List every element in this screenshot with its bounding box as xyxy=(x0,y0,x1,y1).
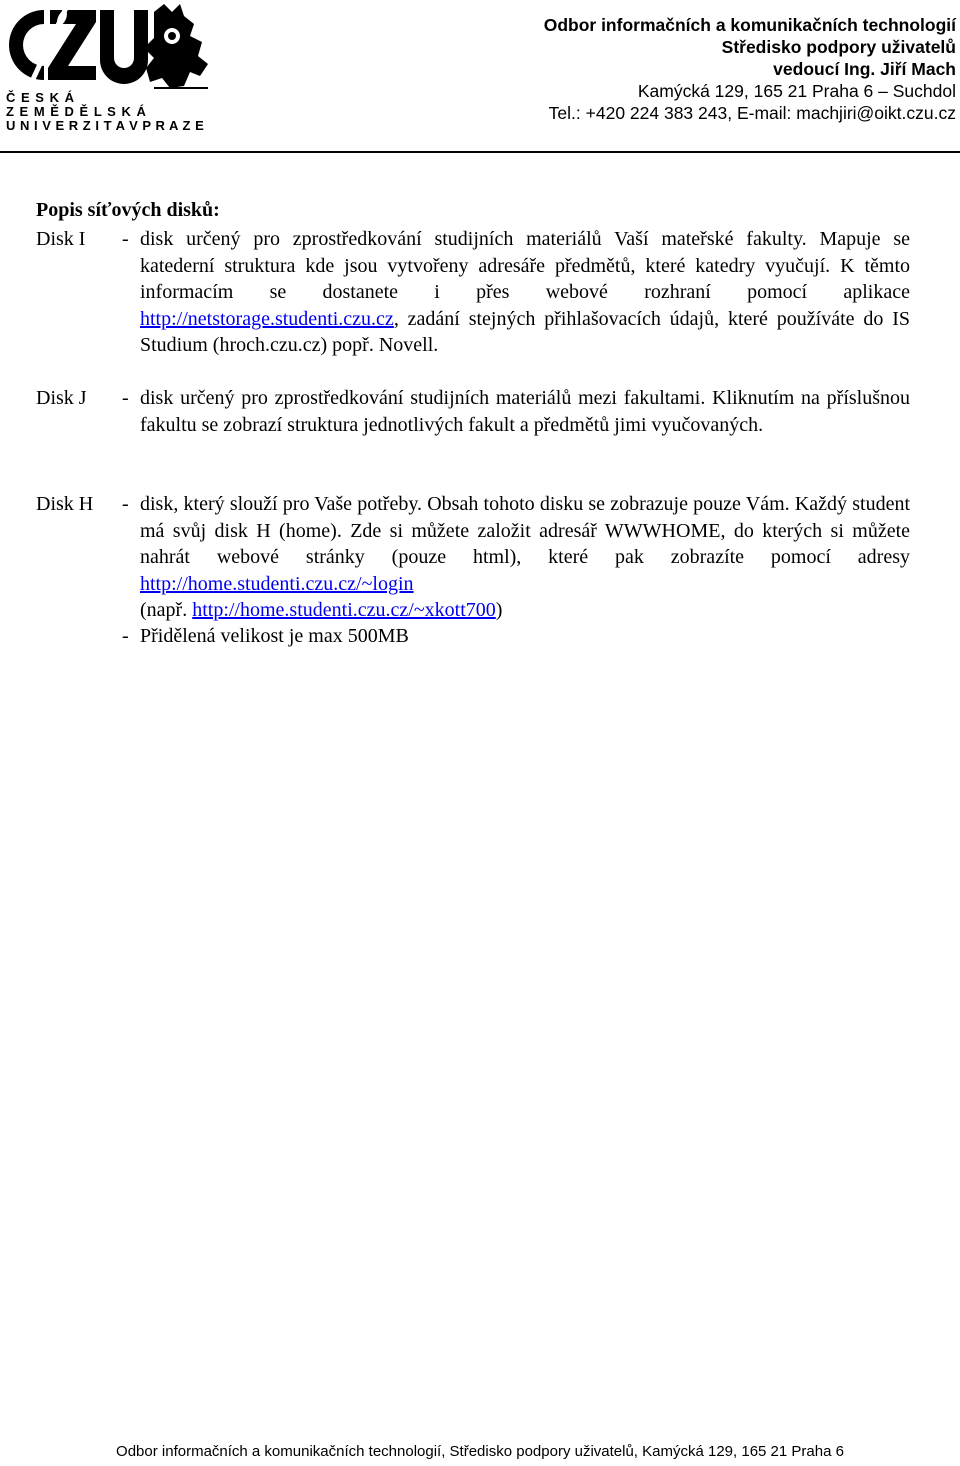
header-divider xyxy=(0,151,960,153)
header-contact xyxy=(544,14,956,124)
disk-j-dash: - xyxy=(122,387,129,409)
disk-h-text: disk, který slouží pro Vaše potřeby. Obsah tohoto disku se zobrazuje pouze Vám. Každý student má svůj disk H (home). Zde si můžete založit adresář WWWHOME, do kterých si můžete nahrát webové stránky (pouze html), které pak zobrazíte pomocí adresy xyxy=(140,493,910,568)
header-phone-email: Tel.: +420 224 383 243, E-mail: machjiri@oikt.czu.cz xyxy=(548,103,956,123)
disk-h-description xyxy=(140,491,910,624)
disk-i-section xyxy=(36,226,910,356)
header-department: Odbor informačních a komunikačních technologií xyxy=(543,15,956,35)
disk-h-dash2: - xyxy=(122,625,129,647)
logo-line2: Z E M Ě D Ě L S K Á xyxy=(6,104,147,119)
disk-j-section xyxy=(36,385,910,465)
czu-logo xyxy=(4,2,214,134)
home-example-link[interactable]: http://home.studenti.czu.cz/~xkott700 xyxy=(192,599,496,621)
disk-i-label: Disk I xyxy=(36,228,86,250)
disk-i-dash: - xyxy=(122,228,129,250)
disk-h-example-prefix: (např. xyxy=(140,599,193,621)
disk-i-text: disk určený pro zprostředkování studijních materiálů Vaší mateřské fakulty. Mapuje se katederní struktura kde jsou vytvořeny adresáře předmětů, které katedry vyučují. K těmto informacím se dostanete i přes webové rozhraní pomocí aplikace xyxy=(140,228,910,303)
czu-logo-mark xyxy=(4,2,214,134)
netstorage-link[interactable]: http://netstorage.studenti.czu.cz xyxy=(140,307,394,330)
home-login-link[interactable]: http://home.studenti.czu.cz/~login xyxy=(140,572,414,595)
disk-j-description: disk určený pro zprostředkování studijních materiálů mezi fakultami. Kliknutím na příslušnou fakultu se zobrazí struktura jednotlivých fakult a předmětů jimi vyučovaných. xyxy=(140,387,910,436)
disk-h-quota: Přidělená velikost je max 500MB xyxy=(140,625,409,647)
page-footer: Odbor informačních a komunikačních technologií, Středisko podpory uživatelů, Kamýcká 129, 165 21 Praha 6 xyxy=(116,1443,844,1460)
disk-h-label: Disk H xyxy=(36,493,94,515)
logo-line1: Č E S K Á xyxy=(6,90,75,105)
disk-i-text-after: , zadání stejných přihlašovacích údajů, které používáte do IS Studium (hroch.czu.cz) popř. Novell. xyxy=(140,307,910,356)
header-center: Středisko podpory uživatelů xyxy=(721,37,956,57)
disk-h-dash: - xyxy=(122,493,129,515)
page-title: Popis síťových disků: xyxy=(36,199,220,221)
logo-line3: U N I V E R Z I T A V P R A Z E xyxy=(6,118,205,133)
disk-i-description xyxy=(140,226,910,359)
disk-h-example-suffix: ) xyxy=(495,599,503,621)
header-head: vedoucí Ing. Jiří Mach xyxy=(773,59,956,79)
disk-h-section xyxy=(36,491,910,651)
disk-j-label: Disk J xyxy=(36,387,87,409)
header-address: Kamýcká 129, 165 21 Praha 6 – Suchdol xyxy=(637,81,956,101)
